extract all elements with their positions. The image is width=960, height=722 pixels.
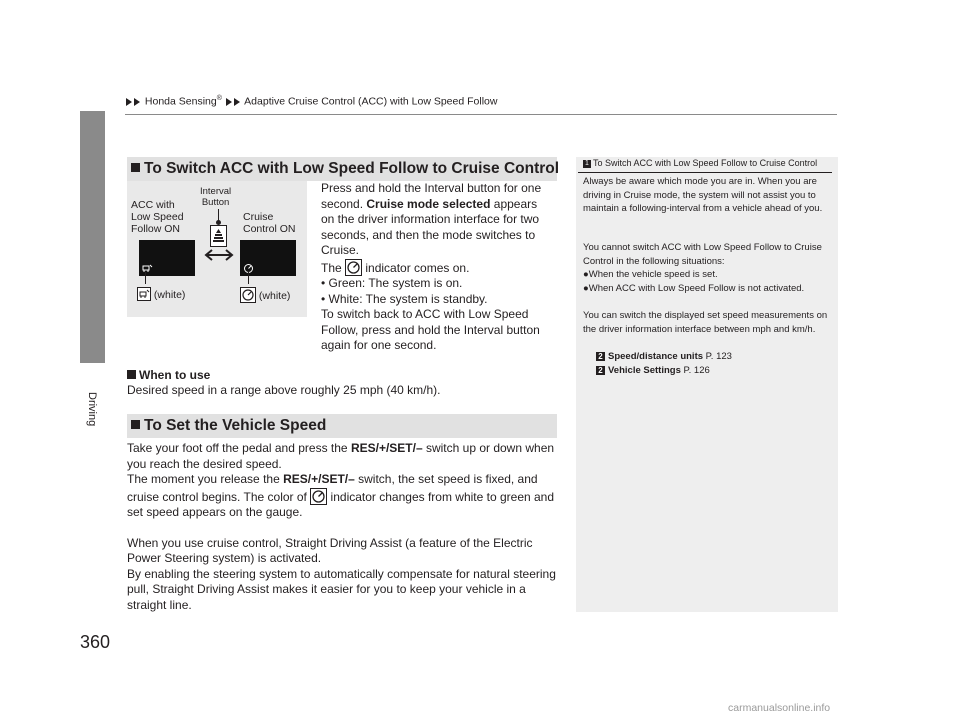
paragraph: By enabling the steering system to automatically compensate for natural steering pull, Straight Driving Assist makes it easier for you to keep your vehicle in a straight line.	[127, 566, 556, 612]
text: indicator comes on.	[362, 260, 470, 275]
registered-mark: ®	[216, 95, 222, 102]
reference-link[interactable]	[596, 364, 844, 378]
text: Take your foot off the pedal and press the	[127, 441, 351, 455]
bullet-item: ●When ACC with Low Speed Follow is not activated.	[583, 282, 805, 294]
breadcrumb-item-acc[interactable]: Adaptive Cruise Control (ACC) with Low Speed Follow	[244, 95, 498, 108]
cruise-caption-text: (white)	[258, 290, 291, 302]
acc-on-label	[131, 199, 184, 235]
text: Green: The system is on.	[328, 276, 463, 290]
switch-arrow-icon	[203, 247, 235, 263]
note-number-icon: 1	[583, 160, 591, 168]
text: switch, the set speed is fixed, and cruise control begins. The color of	[127, 472, 538, 504]
text: To Switch ACC with Low Speed Follow to Cruise Control	[593, 158, 818, 168]
text: appears on the driver information interface for two seconds, and then the mode switches to Cruise.	[321, 196, 540, 257]
triangle-right-icon	[126, 98, 132, 106]
notes-panel	[576, 157, 838, 612]
paragraph	[321, 259, 551, 277]
reference-page: P. 126	[683, 364, 710, 376]
section-heading-switch-acc	[127, 157, 560, 181]
interval-button-label	[200, 186, 231, 208]
header-divider	[125, 114, 837, 115]
ui-message: Cruise mode selected	[366, 196, 491, 211]
reference-label: Vehicle Settings	[608, 364, 681, 376]
reference-page: P. 123	[705, 351, 732, 362]
paragraph: To switch back to ACC with Low Speed Follow, press and hold the Interval button again for one second.	[321, 307, 540, 352]
watermark: carmanualsonline.info	[728, 702, 831, 714]
mode-switch-diagram	[127, 181, 307, 317]
chapter-tab	[80, 111, 105, 363]
acc-on-label-line: ACC with	[131, 199, 175, 211]
paragraph	[127, 441, 559, 472]
cruise-indicator-icon	[240, 287, 256, 303]
reference-link[interactable]	[596, 350, 844, 364]
spacer	[127, 521, 559, 536]
square-bullet-icon	[131, 163, 140, 172]
paragraph	[321, 181, 551, 259]
text: indicator changes from white to green and set speed appears on the gauge.	[127, 489, 555, 519]
section-heading-set-speed	[127, 414, 557, 438]
text: When to use	[139, 368, 211, 382]
text: When ACC with Low Speed Follow is not activated.	[588, 282, 805, 294]
page-number: 360	[80, 632, 111, 652]
square-bullet-icon	[131, 420, 140, 429]
section-heading-text: To Set the Vehicle Speed	[144, 417, 327, 434]
reference-arrow-icon: 2	[596, 352, 605, 361]
when-to-use-heading	[127, 368, 210, 384]
breadcrumb-item-honda-sensing[interactable]: Honda Sensing	[144, 95, 217, 108]
acc-caption-text: (white)	[153, 289, 186, 301]
acc-car-icon	[141, 262, 153, 274]
leader-line	[248, 272, 249, 284]
square-bullet-icon	[127, 370, 136, 379]
bullet-item: • White: The system is standby.	[321, 291, 488, 306]
set-speed-instructions	[127, 441, 559, 613]
note-list	[583, 241, 831, 295]
triangle-right-icon	[134, 98, 140, 106]
interval-button-label-line: Interval	[200, 186, 232, 197]
triangle-right-icon	[226, 98, 232, 106]
note-title	[583, 158, 817, 168]
paragraph	[127, 472, 559, 521]
switch-name: RES/+/SET/–	[283, 472, 355, 486]
text: When the vehicle speed is set.	[588, 269, 718, 280]
cruise-indicator-icon	[345, 259, 362, 276]
acc-on-label-line: Follow ON	[131, 223, 181, 235]
leader-line	[145, 272, 146, 284]
cruise-display-screen	[240, 240, 296, 276]
interval-bars-icon	[211, 226, 226, 246]
note-references	[596, 350, 844, 377]
note-divider	[578, 172, 832, 173]
text: The moment you release the	[127, 472, 284, 486]
switch-name: RES/+/SET/–	[350, 441, 423, 455]
acc-caption	[137, 287, 185, 301]
text: switch up or down when you reach the desired speed.	[127, 441, 555, 471]
cruise-on-label-line: Control ON	[243, 223, 296, 235]
text: Press and hold the Interval button for one second.	[321, 181, 542, 211]
switch-instructions	[321, 181, 551, 354]
chapter-label-wrap	[86, 392, 100, 432]
section-heading-text: To Switch ACC with Low Speed Follow to Cruise Control	[144, 160, 560, 177]
cruise-indicator-icon	[310, 488, 327, 505]
interval-button-label-line: Button	[201, 197, 230, 208]
acc-on-label-line: Low Speed	[131, 211, 184, 223]
reference-label: Speed/distance units	[608, 351, 704, 362]
acc-display-screen	[139, 240, 195, 276]
text: The	[321, 260, 346, 275]
note-paragraph: You can switch the displayed set speed measurements on the driver information interface between mph and km/h.	[583, 310, 828, 335]
chapter-label: Driving	[86, 392, 98, 427]
note-paragraph: Always be aware which mode you are in. When you are driving in Cruise mode, the system will not assist you to maintain a following-interval from a vehicle ahead of you.	[583, 176, 823, 214]
breadcrumb	[125, 95, 497, 108]
text: White: The system is standby.	[328, 291, 488, 306]
note-paragraph: You cannot switch ACC with Low Speed Follow to Cruise Control in the following situations:	[583, 242, 822, 267]
triangle-right-icon	[234, 98, 240, 106]
bullet-item: ●When the vehicle speed is set.	[583, 269, 718, 280]
when-to-use-text: Desired speed in a range above roughly 25 mph (40 km/h).	[127, 383, 441, 397]
bullet-item: • Green: The system is on.	[321, 276, 463, 290]
reference-arrow-icon: 2	[596, 366, 605, 375]
paragraph: When you use cruise control, Straight Driving Assist (a feature of the Electric Power Steering system) is activated.	[127, 535, 533, 565]
cruise-caption	[240, 287, 290, 303]
cruise-on-label-line: Cruise	[243, 211, 274, 223]
interval-button[interactable]	[210, 225, 227, 247]
cruise-on-label	[243, 211, 296, 235]
acc-indicator-icon	[137, 287, 151, 301]
